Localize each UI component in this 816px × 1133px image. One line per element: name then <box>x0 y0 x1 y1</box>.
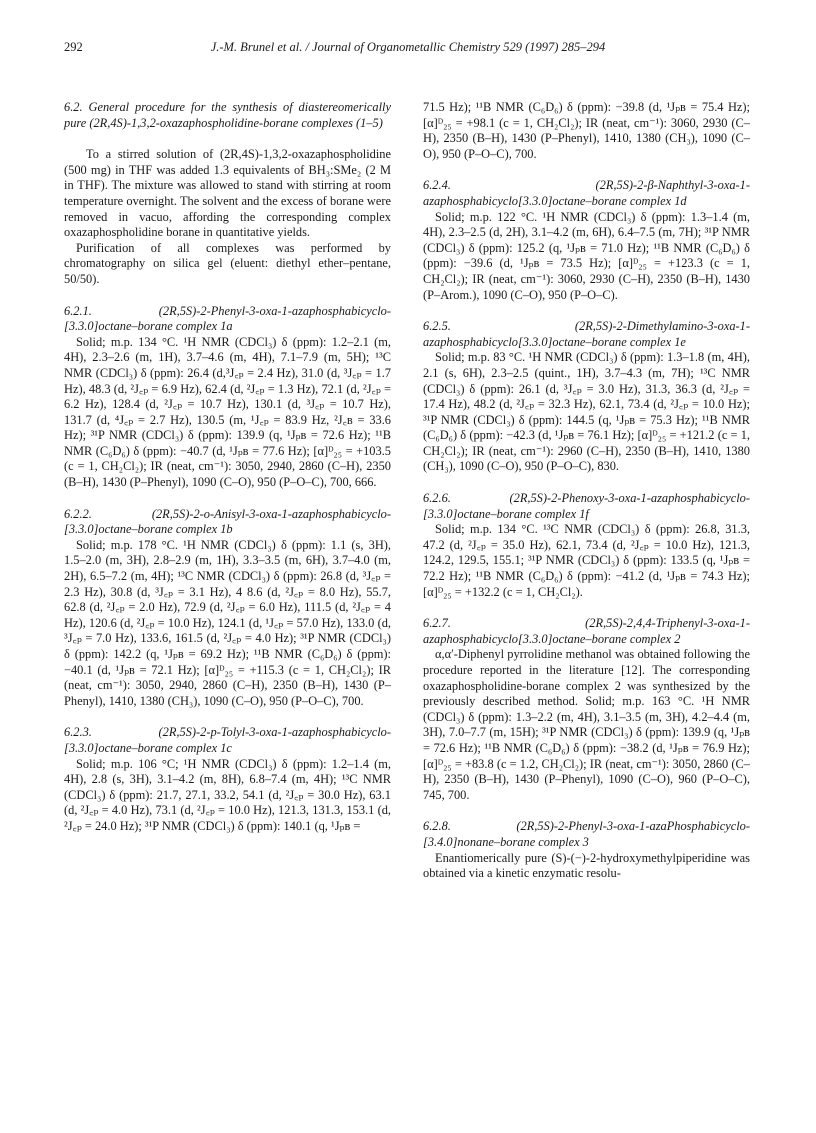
section-heading-6-2-2: 6.2.2. (2R,5S)-2-o-Anisyl-3-oxa-1-azaphosphabicyclo-[3.3.0]octane–borane complex 1b <box>64 506 391 537</box>
right-column <box>423 100 750 882</box>
section-heading-6-2-1: 6.2.1. (2R,5S)-2-Phenyl-3-oxa-1-azaphosphabicyclo-[3.3.0]octane–borane complex 1a <box>64 303 391 334</box>
compound-data-3: Enantiomerically pure (S)-(−)-2-hydroxymethylpiperidine was obtained via a kinetic enzymatic resolu- <box>423 850 750 881</box>
compound-data-1b: Solid; m.p. 178 °C. ¹H NMR (CDCl₃) δ (ppm): 1.1 (s, 3H), 1.5–2.0 (m, 3H), 2.8–2.9 (m, 1H), 3.3–3.5 (m, 6H), 3.7–4.0 (m, 2H), 6.5–7.2 (m, 4H); ¹³C NMR (CDCl₃) δ (ppm): 26.8 (d, ³J꜀ₚ = 2.3 Hz), 30.8 (d, ³J꜀ₚ = 3.1 Hz), 4 8.6 (d, ²J꜀ₚ = 8.0 Hz), 55.7, 62.8 (d, ²J꜀ₚ = 2.0 Hz), 72.9 (d, ²J꜀ₚ = 6.0 Hz), 111.5 (d, ²J꜀ₚ = 4 Hz), 120.6 (d, ²J꜀ₚ = 10.0 Hz), 124.1 (d, ¹J꜀ₚ = 57.0 Hz), 133.0 (d, ³J꜀ₚ = 7.0 Hz), 133.6, 161.5 (d, ²J꜀ₚ = 4.0 Hz); ³¹P NMR (CDCl₃) δ (ppm): 142.2 (q, ¹Jₚʙ = 69.2 Hz); ¹¹B NMR (C₆D₆) δ (ppm): −40.1 (d, ¹Jₚʙ = 72.1 Hz); [α]ᴰ₂₅ = +115.3 (c = 1, CH₂Cl₂); IR (neat, cm⁻¹): 3050, 2940, 2860 (C–H), 2350 (B–H), 1430 (P–Phenyl), 1410, 1380 (CH₃), 1090 (C–O), 950 (P–O–C), 700. <box>64 537 391 708</box>
compound-data-1c: Solid; m.p. 106 °C; ¹H NMR (CDCl₃) δ (ppm): 1.2–1.4 (m, 4H), 2.8 (s, 3H), 3.1–4.2 (m, 8H), 6.8–7.4 (m, 4H); ¹³C NMR (CDCl₃) δ (ppm): 21.7, 27.1, 33.2, 54.1 (d, ²J꜀ₚ = 30.0 Hz), 63.1 (d, ²J꜀ₚ = 4.0 Hz), 73.1 (d, ²J꜀ₚ = 10.0 Hz), 121.3, 131.3, 153.1 (d, ²J꜀ₚ = 24.0 Hz); ³¹P NMR (CDCl₃) δ (ppm): 140.1 (q, ¹Jₚʙ = <box>64 756 391 833</box>
continued-text: 71.5 Hz); ¹¹B NMR (C₆D₆) δ (ppm): −39.8 (d, ¹Jₚʙ = 75.4 Hz); [α]ᴰ₂₅ = +98.1 (c = 1, CH₂Cl₂); IR (neat, cm⁻¹): 3060, 2930 (C–H), 2350 (B–H), 1430 (P–Phenyl), 1410, 1380 (CH₃), 1090 (C–O), 950 (P–O–C), 700. <box>423 100 750 161</box>
compound-data-1d: Solid; m.p. 122 °C. ¹H NMR (CDCl₃) δ (ppm): 1.3–1.4 (m, 4H), 2.3–2.5 (d, 2H), 3.1–4.2 (m, 6H), 6.4–7.5 (m, 7H); ³¹P NMR (CDCl₃) δ (ppm): 125.2 (q, ¹Jₚʙ = 71.0 Hz); ¹¹B NMR (C₆D₆) δ (ppm): −39.6 (d, ¹Jₚʙ = 73.5 Hz); [α]ᴰ₂₅ = +123.3 (c = 1, CH₂Cl₂); IR (neat, cm⁻¹): 3060, 2930 (C–H), 2350 (B–H), 1430 (P–Arom.), 1090 (C–O), 950 (P–O–C). <box>423 209 750 302</box>
section-heading-6-2-6: 6.2.6. (2R,5S)-2-Phenoxy-3-oxa-1-azaphosphabicyclo-[3.3.0]octane–borane complex 1f <box>423 491 750 521</box>
page-header <box>64 40 752 58</box>
page-number: 292 <box>64 40 83 54</box>
section-heading-6-2-5: 6.2.5. (2R,5S)-2-Dimethylamino-3-oxa-1-azaphosphabicyclo[3.3.0]octane–borane complex 1e <box>423 319 750 349</box>
section-heading-6-2-7: 6.2.7. (2R,5S)-2,4,4-Triphenyl-3-oxa-1-azaphosphabicyclo[3.3.0]octane–borane complex 2 <box>423 616 750 646</box>
left-column <box>64 100 391 835</box>
compound-data-1f: Solid; m.p. 134 °C. ¹³C NMR (CDCl₃) δ (ppm): 26.8, 31.3, 47.2 (d, ²J꜀ₚ = 35.0 Hz), 62.1, 73.4 (d, ²J꜀ₚ = 10.0 Hz), 121.3, 124.2, 129.5, 155.1; ³¹P NMR (CDCl₃) δ (ppm): 133.5 (q, ¹Jₚʙ = 72.2 Hz); ¹¹B NMR (C₆D₆) δ (ppm): −41.2 (d, ¹Jₚʙ = 74.3 Hz); [α]ᴰ₂₅ = +132.2 (c = 1, CH₂Cl₂). <box>423 522 750 599</box>
compound-data-2: α,α′-Diphenyl pyrrolidine methanol was obtained following the procedure reported in the literature [12]. The corresponding oxazaphospholidine-borane complex 2 was synthesized by the previously described method. Solid; m.p. 163 °C. ¹H NMR (CDCl₃) δ (ppm): 1.3–2.2 (m, 4H), 3.1–3.5 (m, 3H), 4.2–4.4 (m, 3H), 7.0–7.7 (m, 15H); ³¹P NMR (CDCl₃) δ (ppm): 139.9 (q, ¹Jₚʙ = 72.6 Hz); ¹¹B NMR (C₆D₆) δ (ppm): −38.2 (d, ¹Jₚʙ = 76.9 Hz); [α]ᴰ₂₅ = +83.8 (c = 1.2, CH₂Cl₂); IR (neat, cm⁻¹): 3050, 2860 (C–H), 2350 (B–H), 1430 (P–Phenyl), 1090 (C–O), 960 (P–O–C), 745, 700. <box>423 647 750 802</box>
paragraph: Purification of all complexes was performed by chromatography on silica gel (eluent: diethyl ether–pentane, 50/50). <box>64 240 391 286</box>
section-heading-6-2-8: 6.2.8. (2R,5S)-2-Phenyl-3-oxa-1-azaPhosphabicyclo-[3.4.0]nonane–borane complex 3 <box>423 819 750 849</box>
section-heading-6-2-3: 6.2.3. (2R,5S)-2-p-Tolyl-3-oxa-1-azaphosphabicyclo-[3.3.0]octane–borane complex 1c <box>64 725 391 755</box>
section-heading-6-2: 6.2. General procedure for the synthesis of diastereomerically pure (2R,4S)-1,3,2-oxazaphospholidine-borane complexes (1–5) <box>64 100 391 130</box>
compound-data-1e: Solid; m.p. 83 °C. ¹H NMR (CDCl₃) δ (ppm): 1.3–1.8 (m, 4H), 2.1 (s, 6H), 2.3–2.5 (quint., 1H), 3.7–4.3 (m, 7H); ¹³C NMR (CDCl₃) δ (ppm): 26.1 (d, ³J꜀ₚ = 3.0 Hz), 31.3, 36.3 (d, ²J꜀ₚ = 17.4 Hz), 48.2 (d, ²J꜀ₚ = 32.3 Hz), 62.1, 73.4 (d, ²J꜀ₚ = 10.0 Hz); ³¹P NMR (CDCl₃) δ (ppm): 144.5 (q, ¹Jₚʙ = 75.3 Hz); ¹¹B NMR (C₆D₆) δ (ppm): −42.3 (d, ¹Jₚʙ = 76.1 Hz); [α]ᴰ₂₅ = +121.2 (c = 1, CH₂Cl₂); IR (neat, cm⁻¹): 2960 (C–H), 2350 (B–H), 1410, 1380 (CH₃), 1090 (C–O), 950 (P–O–C), 830. <box>423 350 750 474</box>
compound-data-1a: Solid; m.p. 134 °C. ¹H NMR (CDCl₃) δ (ppm): 1.2–2.1 (m, 4H), 2.3–2.6 (m, 1H), 3.7–4.6 (m, 4H), 7.1–7.9 (m, 5H); ¹³C NMR (CDCl₃) δ (ppm): 26.4 (d,³J꜀ₚ = 2.4 Hz), 31.0 (d, ³J꜀ₚ = 1.7 Hz), 48.3 (d, ²J꜀ₚ = 6.9 Hz), 62.4 (d, ²J꜀ₚ = 1.3 Hz), 72.1 (d, ²J꜀ₚ = 6.2 Hz), 128.4 (d, ²J꜀ₚ = 10.7 Hz), 130.1 (d, ³J꜀ₚ = 10.7 Hz), 131.7 (d, ⁴J꜀ₚ = 2.7 Hz), 130.5 (m, ¹J꜀ₚ = 83.9 Hz, ²J꜀ʙ = 33.6 Hz); ³¹P NMR (CDCl₃) δ (ppm): 139.9 (q, ¹Jₚʙ = 72.6 Hz); ¹¹B NMR (C₆D₆) δ (ppm): −40.7 (d, ¹Jₚʙ = 77.6 Hz); [α]ᴰ₂₅ = +103.5 (c = 1, CH₂Cl₂); IR (neat, cm⁻¹): 3050, 2940, 2860 (C–H), 2350 (B–H), 1430 (P–Phenyl), 1090 (C–O), 950 (P–O–C), 700, 666. <box>64 334 391 490</box>
running-title: J.-M. Brunel et al. / Journal of Organometallic Chemistry 529 (1997) 285–294 <box>210 40 606 54</box>
paragraph: To a stirred solution of (2R,4S)-1,3,2-oxazaphospholidine (500 mg) in THF was added 1.3 equivalents of BH₃:SMe₂ (2 M in THF). The mixture was allowed to stand with stirring at room temperature overnight. The solvent and the excess of borane were removed in vacuo, affording the corresponding complex oxazaphospholidine borane in quantitative yields. <box>64 147 391 240</box>
section-heading-6-2-4: 6.2.4. (2R,5S)-2-β-Naphthyl-3-oxa-1-azaphosphabicyclo[3.3.0]octane–borane complex 1d <box>423 178 750 208</box>
